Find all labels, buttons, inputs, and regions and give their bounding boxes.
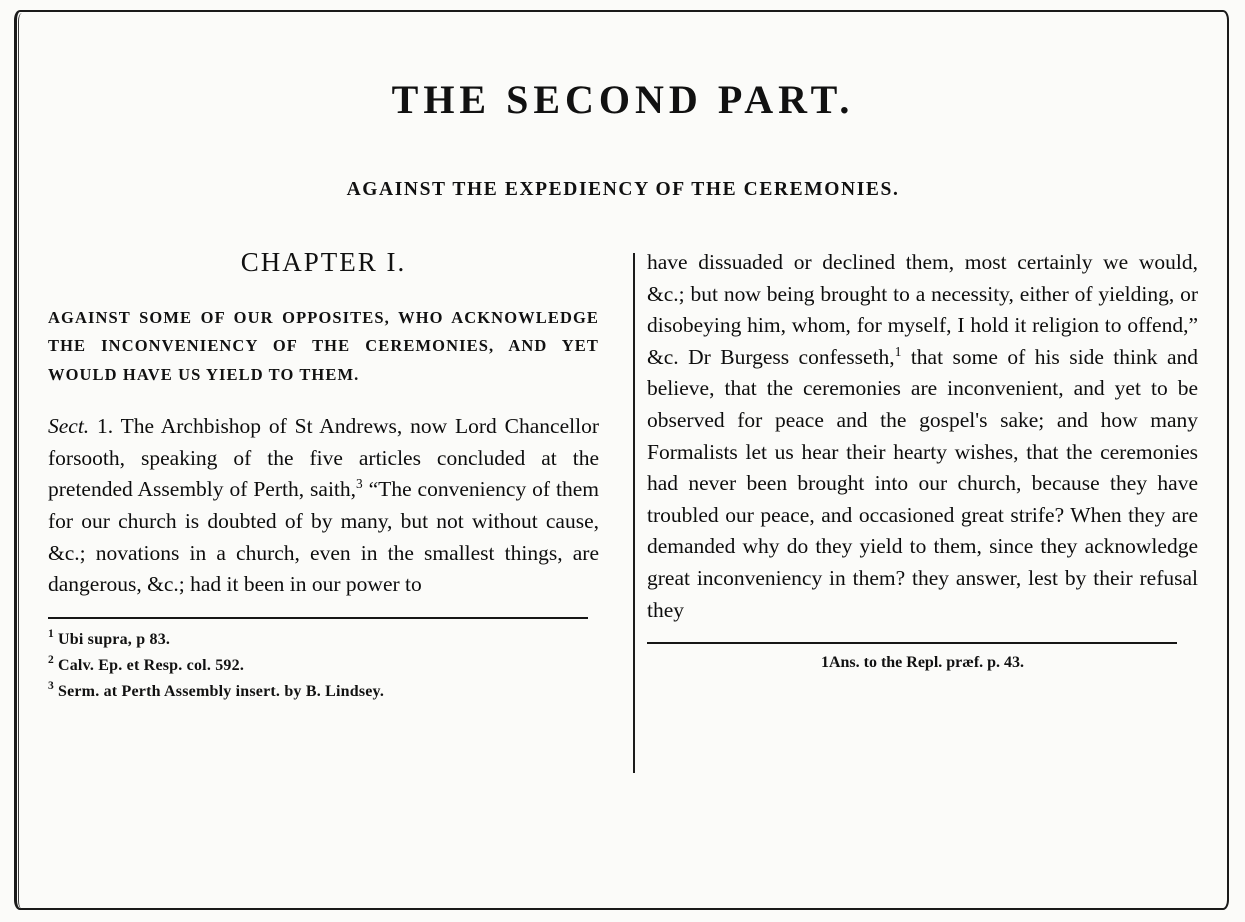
footnote-text: Serm. at Perth Assembly insert. by B. Lindsey.: [57, 682, 385, 700]
footnote-text: Ubi supra, p 83.: [57, 630, 171, 648]
footnote-item: [48, 627, 599, 653]
page-subtitle: AGAINST THE EXPEDIENCY OF THE CEREMONIES.: [346, 179, 900, 200]
footnote-rule-left: [48, 617, 588, 619]
footnote-list-left: [48, 627, 599, 705]
footnote-text: Ans. to the Repl. præf. p. 43.: [828, 654, 1025, 672]
footnote-marker: 1: [820, 654, 829, 672]
page-title: THE SECOND PART.: [391, 77, 855, 122]
footnote-list-right: [647, 654, 1198, 672]
footnote-text: Calv. Ep. et Resp. col. 592.: [57, 656, 245, 674]
footnote-item: [48, 679, 599, 705]
right-column: [621, 247, 1198, 704]
two-column-layout: [48, 247, 1198, 704]
left-paragraph-text: The Archbishop of St Andrews, now Lord Chancellor forsooth, speaking of the five articles concluded at the pretended Assembly of Perth, saith,: [48, 414, 599, 502]
footnote-marker: 3: [48, 680, 54, 693]
left-paragraph-quote: “The conveniency of them for our church is doubted of by many, but not without cause, &c.; novations in a church, even in the smallest things, are dangerous, &c.; had it been in our power to: [48, 477, 599, 597]
right-body-paragraph: [647, 247, 1198, 626]
footnote-marker-1: 1: [894, 343, 902, 359]
section-label: Sect.: [48, 414, 90, 439]
footnote-marker: 1: [48, 628, 54, 641]
chapter-argument: AGAINST SOME OF OUR OPPOSITES, WHO ACKNOWLEDGE THE INCONVENIENCY OF THE CEREMONIES, AND YET WOULD HAVE US YIELD TO THEM.: [48, 308, 599, 384]
footnote-rule-right: [647, 642, 1177, 644]
left-column: [48, 247, 621, 704]
chapter-heading: CHAPTER I.: [240, 247, 407, 277]
right-paragraph-text: have dissuaded or declined them, most certainly we would, &c.; but now being brought to a necessity, either of yielding, or disobeying him, whom, for myself, I hold it religion to offend,” &c. Dr Burgess confesseth,: [647, 250, 1198, 369]
footnote-marker-3: 3: [356, 476, 363, 492]
footnote-item: [48, 653, 599, 679]
footnote-marker: 2: [48, 654, 54, 667]
section-number: 1.: [97, 414, 114, 439]
left-body-paragraph: [48, 411, 599, 601]
right-paragraph-continued: that some of his side think and believe, that the ceremonies are inconvenient, and yet to be observed for peace and the gospel's sake; and how many Formalists let us hear their hearty wishes, that the ceremonies had never been brought into our church, because they have troubled our peace, and occasioned great strife? When they are demanded why do they yield to them, since they acknowledge great inconveniency in them? they answer, lest by their refusal they: [647, 344, 1198, 622]
page-content: [48, 28, 1198, 894]
